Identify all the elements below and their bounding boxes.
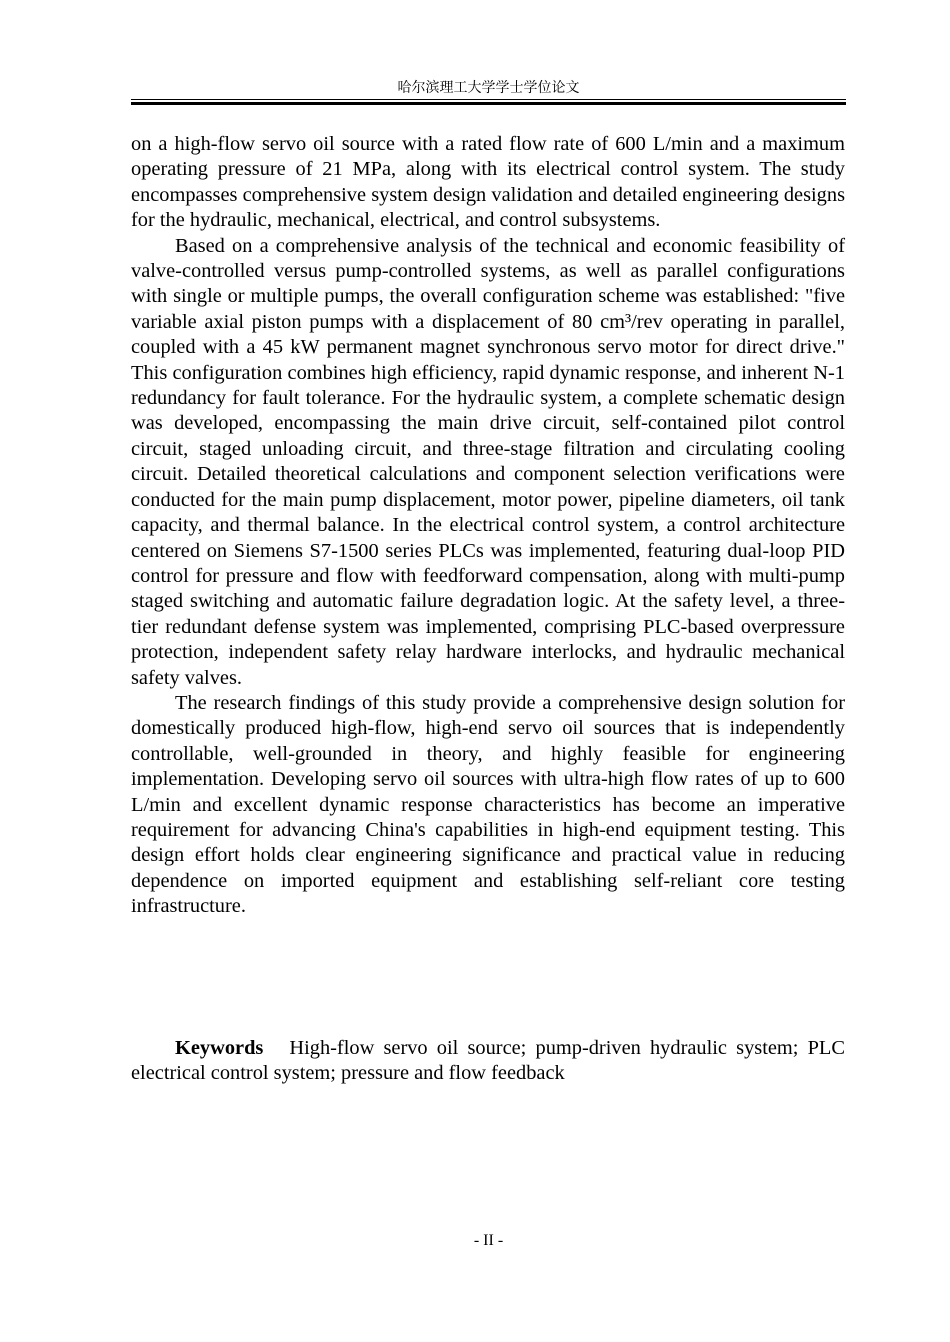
header-title: 哈尔滨理工大学学士学位论文 <box>397 80 580 96</box>
paragraph-findings: The research findings of this study provide a comprehensive design solution for domestically produced high-flow, high-end servo oil sources that is independently controllable, well-grounded in theory, and highly feasible for engineering implementation. Developing servo oil sources with ultra-high flow rates of up to 600 L/min and excellent dynamic response characteristics has become an imperative requirement for advancing China's capabilities in high-end equipment testing. This design effort holds clear engineering significance and practical value in reducing dependence on imported equipment and establishing self-reliant core testing infrastructure. <box>131 691 845 918</box>
paragraph-continuation: on a high-flow servo oil source with a rated flow rate of 600 L/min and a maximum operating pressure of 21 MPa, along with its electrical control system. The study encompasses comprehensive system design validation and detailed engineering designs for the hydraulic, mechanical, electrical, and control subsystems. <box>131 133 845 232</box>
header-rule-thick <box>131 102 846 105</box>
header-rule-thin <box>131 99 846 100</box>
paragraph-configuration: Based on a comprehensive analysis of the technical and economic feasibility of valve-controlled versus pump-controlled systems, as well as parallel configurations with single or multiple pumps, the overall configuration scheme was established: "five variable axial piston pumps with a displacement of 80 cm³/rev operating in parallel, coupled with a 45 kW permanent magnet synchronous servo motor for direct drive." This configuration combines high efficiency, rapid dynamic response, and inherent N-1 redundancy for fault tolerance. For the hydraulic system, a complete schematic design was developed, encompassing the main drive circuit, self-contained pilot control circuit, staged unloading circuit, and three-stage filtration and circulating cooling circuit. Detailed theoretical calculations and component selection verifications were conducted for the main pump displacement, motor power, pipeline diameters, oil tank capacity, and thermal balance. In the electrical control system, a control architecture centered on Siemens S7-1500 series PLCs was implemented, featuring dual-loop PID control for pressure and flow with feedforward compensation, along with multi-pump staged switching and automatic failure degradation logic. At the safety level, a three-tier redundant defense system was implemented, comprising PLC-based overpressure protection, independent safety relay hardware interlocks, and hydraulic mechanical safety valves. <box>131 234 845 689</box>
keywords-label: Keywords <box>175 1037 264 1059</box>
keywords-text: High-flow servo oil source; pump-driven hydraulic system; PLC electrical control system; pressure and flow feedback <box>131 1037 845 1085</box>
page-number: - II - <box>473 1232 504 1249</box>
keywords-section <box>131 1036 845 1087</box>
abstract-body <box>131 132 845 920</box>
